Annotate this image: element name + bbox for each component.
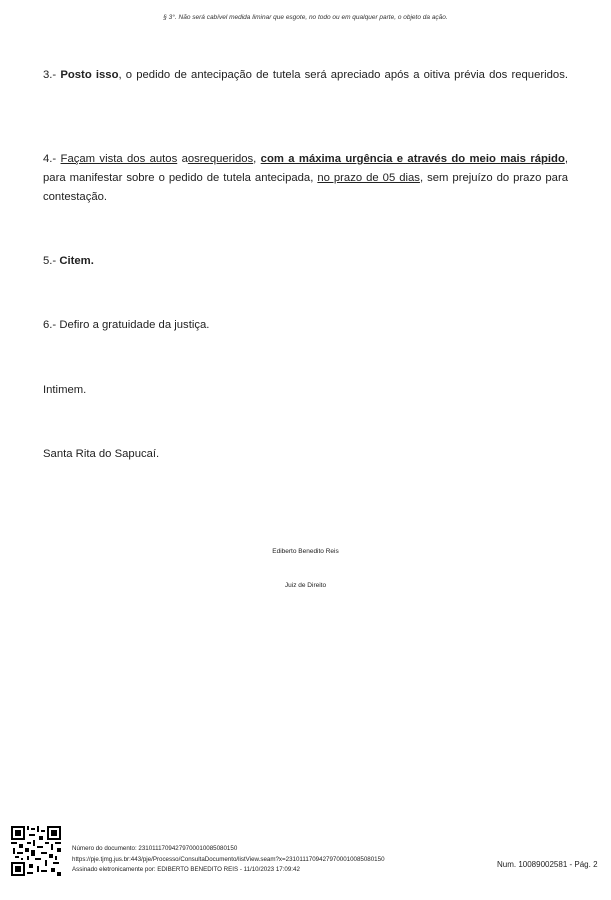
paragraph-8: Santa Rita do Sapucaí. <box>43 448 160 460</box>
paragraph-3-bold: Posto isso <box>60 69 119 81</box>
paragraph-5 <box>43 252 568 271</box>
paragraph-3-text: , o pedido de antecipação de tutela será apreciado após a oitiva prévia dos requeridos. <box>118 69 568 81</box>
signature-name: Ediberto Benedito Reis <box>272 548 339 555</box>
paragraph-4-text-4: , sem prejuízo do prazo para contestação. <box>43 172 568 203</box>
paragraph-4 <box>43 150 568 226</box>
paragraph-5-bold: Citem. <box>59 255 94 267</box>
footer-page-number: Num. 10089002581 - Pág. 2 <box>497 860 598 869</box>
paragraph-4-underline-1: Façam vista dos autos <box>60 153 178 165</box>
footer-document-info <box>72 844 385 876</box>
footer-signed-by: Assinado eletronicamente por: EDIBERTO BENEDITO REIS - 11/10/2023 17:09:42 <box>72 866 300 873</box>
footer-document-url[interactable]: https://pje.tjmg.jus.br:443/pje/Processo/ConsultaDocumento/listView.seam?x=23101117094279700010085080150 <box>72 855 385 863</box>
qr-code <box>11 826 61 876</box>
paragraph-4-underline-3: no prazo de 05 dias <box>317 172 420 184</box>
paragraph-5-number: 5.- <box>43 255 60 267</box>
paragraph-6: 6.- Defiro a gratuidade da justiça. <box>43 319 210 331</box>
paragraph-4-bold: com a máxima urgência e através do meio mais rápido <box>260 153 565 165</box>
paragraph-4-text-3: , para manifestar sobre o pedido de tutela antecipada, <box>43 153 568 184</box>
paragraph-4-underline-2: osrequeridos <box>187 153 254 165</box>
header-note: § 3°. Não será cabível medida liminar que esgote, no todo ou em qualquer parte, o objeto da ação. <box>163 14 448 21</box>
paragraph-4-text-2: , <box>253 153 261 165</box>
signature-role: Juiz de Direito <box>284 582 327 589</box>
paragraph-4-number: 4.- <box>43 153 61 165</box>
paragraph-3 <box>43 66 568 104</box>
footer-document-number: Número do documento: 23101117094279700010085080150 <box>72 845 238 852</box>
paragraph-3-number: 3.- <box>43 69 61 81</box>
paragraph-7: Intimem. <box>43 384 87 396</box>
paragraph-4-text-1: a <box>177 153 188 165</box>
